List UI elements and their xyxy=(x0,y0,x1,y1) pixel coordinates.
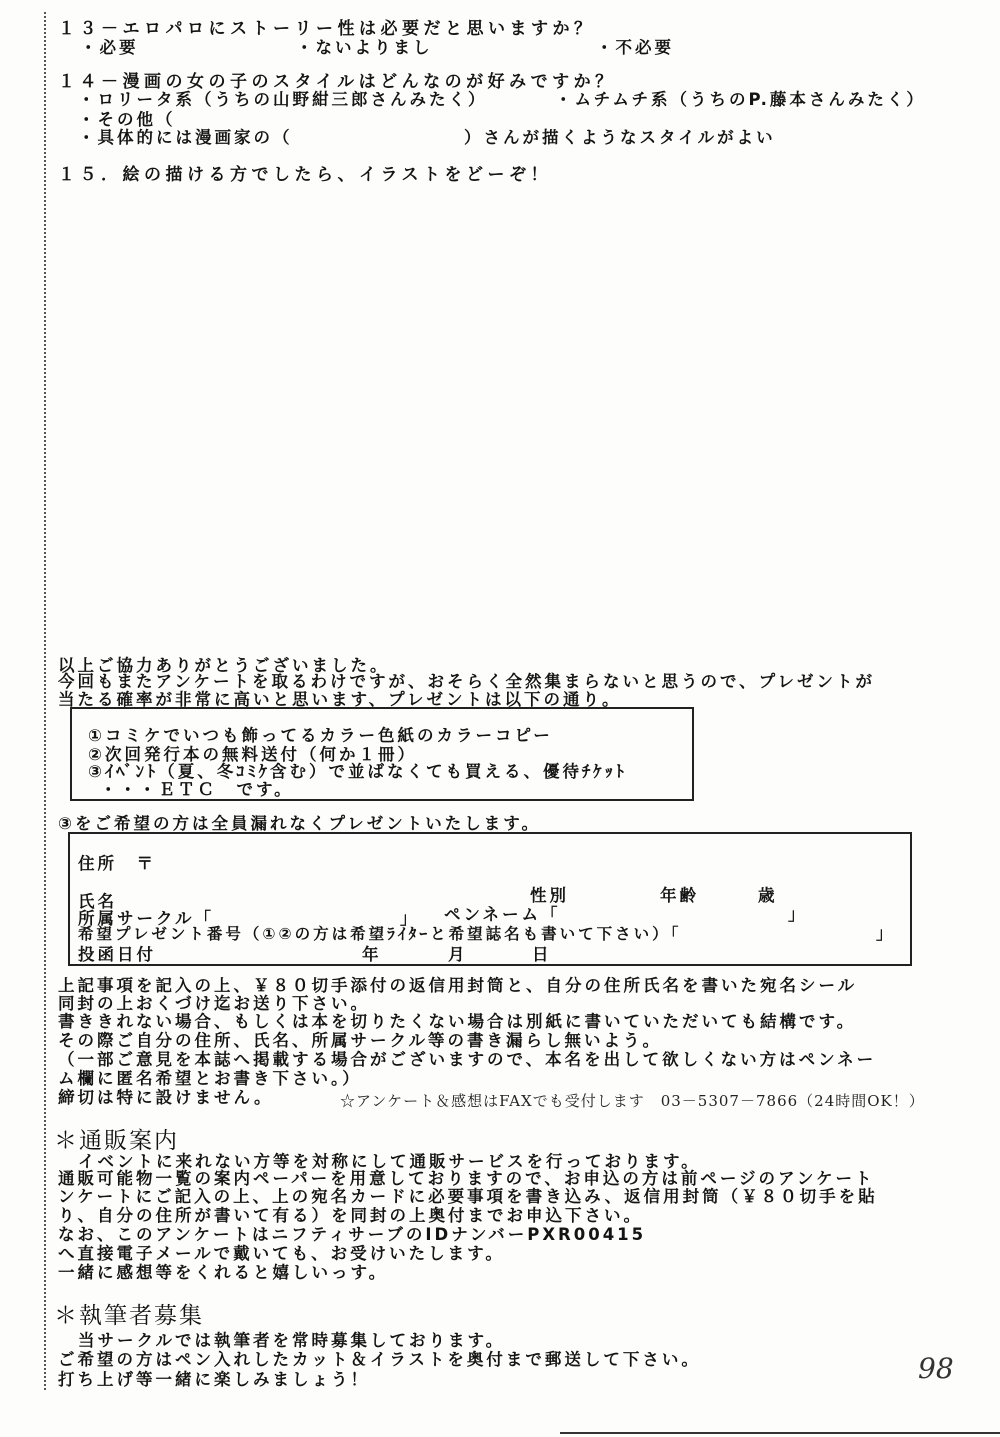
q13-question: １３－エロパロにストーリー性は必要だと思いますか？ xyxy=(58,19,596,39)
form-date-label: 投函日付 xyxy=(78,945,156,964)
writers-line-3: 打ち上げ等一緒に楽しみましょう！ xyxy=(58,1370,370,1389)
present-item-etc: ・・・ＥＴＣ です。 xyxy=(100,780,294,799)
instruction-line-4: その際ご自分の住所、氏名、所属サークル等の書き漏らし無いよう。 xyxy=(58,1031,663,1050)
form-age-label: 年齢 xyxy=(660,886,699,905)
dotted-cut-line xyxy=(44,12,46,1390)
instruction-line-5: （一部ご意見を本誌へ掲載する場合がございますので、本名を出して欲しくない方はペンネー xyxy=(58,1050,877,1069)
form-date-day: 日 xyxy=(532,945,552,964)
form-circle-close: 」 xyxy=(400,909,420,928)
fax-handwritten-note: ☆アンケート＆感想はFAXでも受付します 03－5307－7866（24時間OK！） xyxy=(340,1092,925,1110)
mailorder-line-5: なお、このアンケートはニフティサーブのIDナンバーPXR00415 xyxy=(58,1225,647,1244)
writers-line-1: 当サークルでは執筆者を常時募集しております。 xyxy=(78,1331,506,1350)
form-circle-label: 所属サークル「 xyxy=(78,909,215,928)
form-date-month: 月 xyxy=(448,945,468,964)
form-present-number-label: 希望プレゼント番号（①②の方は希望ﾗｲﾀｰと希望誌名も書いて下さい）「 xyxy=(78,925,682,943)
q14-option-other: ・その他（ xyxy=(78,110,176,129)
present-note: ③をご希望の方は全員漏れなくプレゼントいたします。 xyxy=(58,814,541,833)
form-address-label: 住所 〒 xyxy=(78,854,156,873)
q14-option-artist-a: ・具体的には漫画家の（ xyxy=(78,128,293,147)
q14-option-lolita: ・ロリータ系（うちの山野紺三郎さんみたく） xyxy=(78,90,488,109)
address-form-box xyxy=(68,832,912,966)
mailorder-line-6: へ直接電子メールで戴いても、お受けいたします。 xyxy=(58,1244,505,1263)
form-age-unit: 歳 xyxy=(758,886,778,905)
q13-option-unnecessary: ・不必要 xyxy=(596,38,674,57)
mailorder-line-1: イベントに来れない方等を対称にして通販サービスを行っております。 xyxy=(78,1152,701,1171)
q14-question: １４－漫画の女の子のスタイルはどんなのが好みですか？ xyxy=(58,72,617,92)
mailorder-line-7: 一緒に感想等をくれると嬉しいっす。 xyxy=(58,1263,389,1282)
thanks-line-3: 当たる確率が非常に高いと思います、プレゼントは以下の通り。 xyxy=(58,690,622,709)
form-present-number-close: 」 xyxy=(876,924,896,943)
form-name-label: 氏名 xyxy=(78,892,117,911)
thanks-line-2: 今回もまたアンケートを取るわけですが、おそらく全然集まらないと思うので、プレゼントが xyxy=(58,672,876,691)
q15-question: １５．絵の描ける方でしたら、イラストをどーぞ！ xyxy=(58,165,552,185)
writers-line-2: ご希望の方はペン入れしたカット＆イラストを奥付まで郵送して下さい。 xyxy=(58,1350,701,1369)
mailorder-line-3: ンケートにご記入の上、上の宛名カードに必要事項を書き込み、返信用封筒（￥８０切手を貼 xyxy=(58,1187,878,1206)
form-penname-label: ペンネーム「 xyxy=(444,905,561,924)
instruction-line-1: 上記事項を記入の上、￥８０切手添付の返信用封筒と、自分の住所氏名を書いた宛名シール xyxy=(58,976,858,995)
bottom-edge-rule xyxy=(560,1432,1000,1434)
form-penname-close: 」 xyxy=(788,905,808,924)
present-item-2: ②次回発行本の無料送付（何か１冊） xyxy=(88,745,417,764)
form-gender-label: 性別 xyxy=(530,886,569,905)
mailorder-line-4: り、自分の住所が書いて有る）を同封の上奥付までお申込下さい。 xyxy=(58,1206,643,1225)
writers-heading: ＊執筆者募集 xyxy=(54,1303,204,1329)
present-item-1: ①コミケでいつも飾ってるカラー色紙のカラーコピー xyxy=(88,726,553,745)
q14-option-muchimuchi: ・ムチムチ系（うちのP.藤本さんみたく） xyxy=(555,90,926,109)
q14-option-artist-b: ）さんが描くようなスタイルがよい xyxy=(464,128,776,147)
mailorder-heading: ＊通販案内 xyxy=(54,1128,179,1154)
instruction-line-3: 書ききれない場合、もしくは本を切りたくない場合は別紙に書いていただいても結構です。 xyxy=(58,1012,857,1031)
instruction-line-2: 同封の上おくづけ迄お送り下さい。 xyxy=(58,994,370,1013)
page-number: 98 xyxy=(918,1352,954,1385)
thanks-line-1: 以上ご協力ありがとうございました。 xyxy=(58,656,390,675)
form-date-year: 年 xyxy=(362,945,382,964)
mailorder-line-2: 通販可能物一覧の案内ペーパーを用意しておりますので、お申込の方は前ページのアンケート xyxy=(58,1169,875,1188)
instruction-line-7: 締切は特に設けません。 xyxy=(58,1088,274,1107)
present-item-3: ③ｲﾍﾞﾝﾄ（夏、冬ｺﾐｹ含む）で並ばなくても買える、優待ﾁｹｯﾄ xyxy=(88,762,627,781)
instruction-line-6: ム欄に匿名希望とお書き下さい。） xyxy=(58,1069,362,1088)
q13-option-better-than-none: ・ないよりまし xyxy=(296,38,433,57)
q13-option-necessary: ・必要 xyxy=(80,38,139,57)
